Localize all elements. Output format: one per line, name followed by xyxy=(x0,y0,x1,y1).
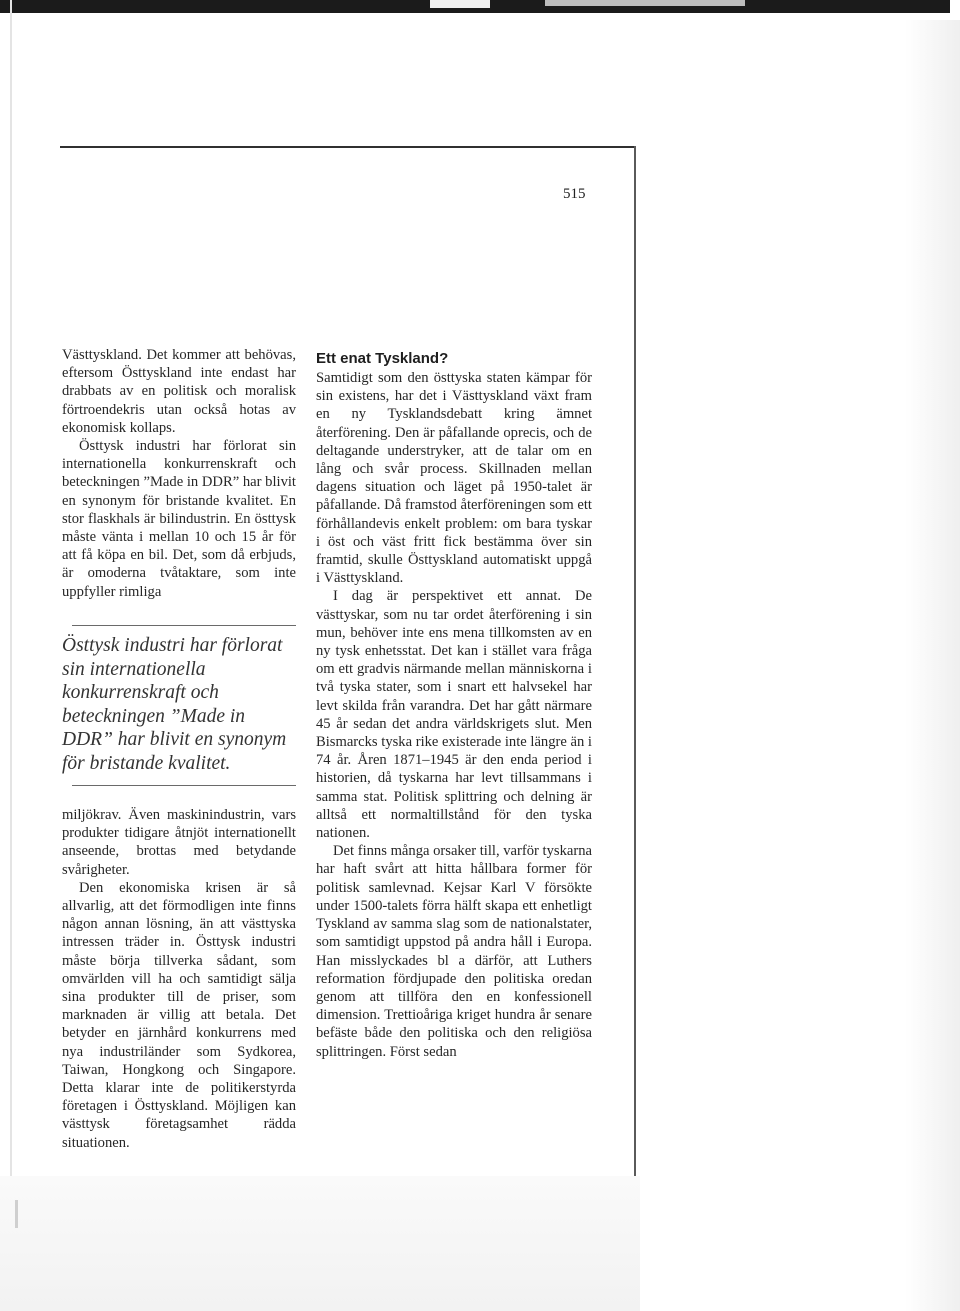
page-top-edge xyxy=(60,146,635,148)
scan-left-edge xyxy=(10,0,12,1180)
scan-right-shadow xyxy=(905,20,960,1311)
left-column-bottom xyxy=(62,806,296,1152)
section-heading: Ett enat Tyskland? xyxy=(316,350,449,367)
paragraph: Västtyskland. Det kommer att behövas, eftersom Östtyskland inte endast har drabbats av en politisk och moralisk förtroendekris utan också hotas av ekonomisk kollaps. xyxy=(62,347,296,436)
right-column xyxy=(316,369,592,1061)
scan-edge-notch xyxy=(430,0,490,8)
paragraph: Samtidigt som den östtyska staten kämpar för sin existens, har det i Västtyskland växt fram en ny Tysklandsdebatt kring ämnet återförening. Den är påfallande oprecis, och de deltagande understryker, att de talar om en lång och svår process. Skillnaden mellan dagens situation och läget på 1950-talet är påfallande. Då framstod återföreningen som ett förhållandevis enkelt problem: om bara tyskar i öst och väst fritt fick bestämma över sin framtid, skulle Östtyskland automatiskt uppgå i Västtyskland. xyxy=(316,370,592,587)
pull-quote-rule-bottom xyxy=(72,785,296,786)
paragraph: miljökrav. Även maskinindustrin, vars produkter tidigare åtnjöt internationellt anseende, brottas med betydande svårigheter. xyxy=(62,807,296,878)
scan-edge-notch xyxy=(545,0,745,6)
paragraph: Östtysk industri har förlorat sin internationella konkurrenskraft och beteckningen ”Made in DDR” har blivit en synonym för bristande kvalitet. En stor flaskhals är bilindustrin. En östtysk måste vänta i mellan 10 och 15 år för att få köpa en bil. Det, som då erbjuds, är omoderna tvåtaktare, som inte uppfyller rimliga xyxy=(62,438,296,600)
paragraph: Det finns många orsaker till, varför tyskarna har haft svårt att hitta hållbara former för politisk samlevnad. Kejsar Karl V försökte under 1500-talets förra hälft skapa ett enhetligt Tyskland av samma slag som de nationalstater, som samtidigt uppstod på andra håll i Europa. Han misslyckades bl a därför, att Luthers reformation fördjupade den politiska oredan genom att tillföra den en konfessionell dimension. Trettioåriga kriget hundra år senare befäste både den politiska och den religiösa splittringen. Först sedan xyxy=(316,843,592,1060)
pull-quote-text: Östtysk industri har förlorat sin internationella konkurrenskraft och beteckningen ”Made in DDR” har blivit en synonym för bristande kvalitet. xyxy=(62,635,287,774)
paragraph: I dag är perspektivet ett annat. De västtyskar, som nu tar ordet återförening i sin mun, behöver inte ens mena tillkomsten av en ny tysk enhetsstat. Det kan i stället vara fråga om ett gradvis närmande mellan människorna i två tyska stater, som i snart ett halvsekel har levt skilda från varandra. Det har gått närmare 45 år sedan det andra världskrigets slut. Men Bismarcks tyska rike existerade inte längre än i 74 år. Åren 1871–1945 är den enda period i historien, då tyskarna har levt tillsammans i samma stat. Politisk splittring och delning är alltså ett normaltillstånd för den tyska nationen. xyxy=(316,588,592,842)
scan-bottom-shadow xyxy=(0,1176,640,1311)
page-number: 515 xyxy=(563,186,586,202)
scan-smudge xyxy=(15,1200,18,1228)
paragraph: Den ekonomiska krisen är så allvarlig, att det förmodligen inte finns någon annan lösning, än att västtyska intressen träder in. Östtysk industri måste börja tillverka sådant, som omvärlden vill ha och samtidigt sälja sina produkter till de priser, som marknaden är villig att betala. Det betyder en järnhård konkurrens med nya industriländer som Sydkorea, Taiwan, Hongkong och Singapore. Detta klarar inte de politikerstyrda företagen i Östtyskland. Möjligen kan västtysk företagsamhet rädda situationen. xyxy=(62,879,296,1151)
pull-quote xyxy=(62,625,296,786)
page-right-edge xyxy=(634,146,636,1176)
left-column-top xyxy=(62,346,296,601)
